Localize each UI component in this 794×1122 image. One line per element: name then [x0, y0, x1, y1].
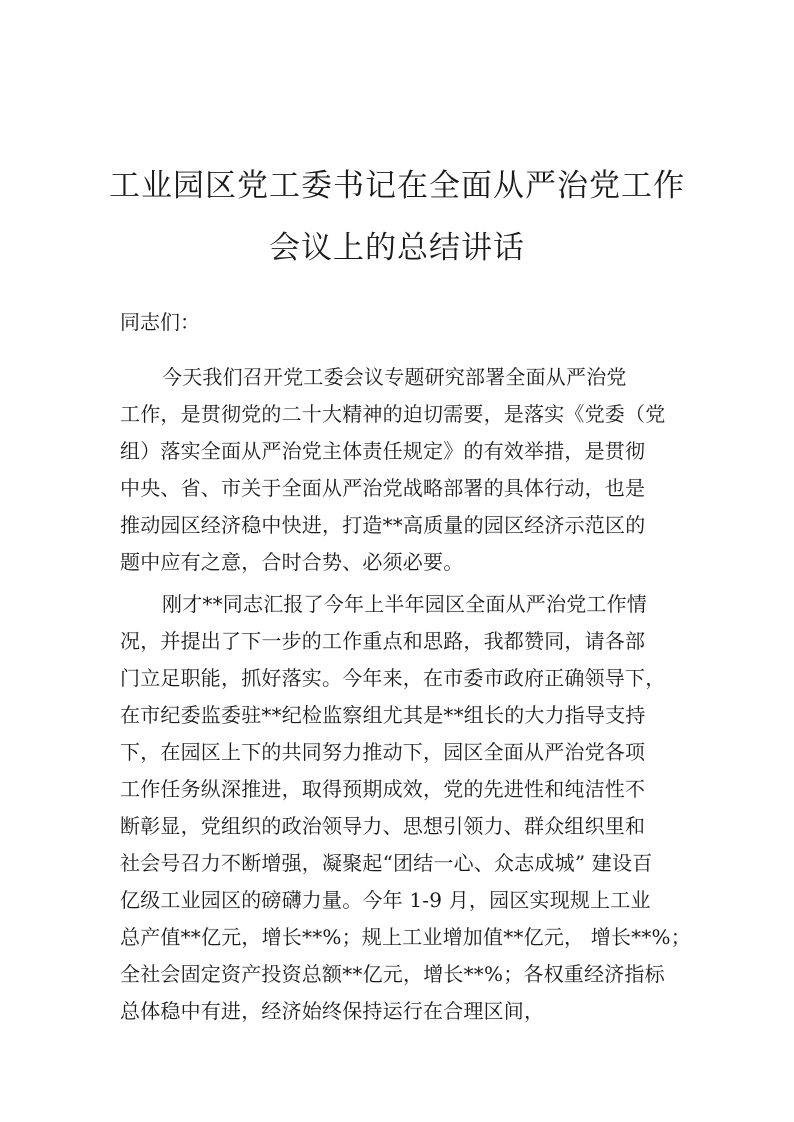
paragraph-2-line: 况，并提出了下一步的工作重点和思路，我都赞同，请各部: [120, 629, 646, 653]
paragraph-2-line: 亿级工业园区的磅礴力量。今年 1-9 月，园区实现规上工业: [120, 888, 651, 912]
paragraph-2-line: 在市纪委监委驻**纪检监察组尤其是**组长的大力指导支持: [120, 703, 646, 727]
paragraph-1-line: 组）落实全面从严治党主体责任规定》的有效举措，是贯彻: [120, 439, 646, 463]
paragraph-1-line: 题中应有之意，合时合势、必须必要。: [120, 550, 464, 574]
paragraph-2-line: 门立足职能，抓好落实。今年来，在市委市政府正确领导下，: [120, 666, 666, 690]
paragraph-1-line: 工作，是贯彻党的二十大精神的迫切需要，是落实《党委（党: [120, 402, 666, 426]
paragraph-2-line: 全社会固定资产投资总额**亿元，增长**%；各权重经济指标: [120, 962, 665, 986]
paragraph-2-line: 下，在园区上下的共同努力推动下，园区全面从严治党各项: [120, 740, 646, 764]
paragraph-2-line: 社会号召力不断增强，凝聚起“团结一心、众志成城” 建设百: [120, 851, 653, 875]
paragraph-1-line: 今天我们召开党工委会议专题研究部署全面从严治党: [162, 365, 627, 389]
paragraph-2-line: 刚才**同志汇报了今年上半年园区全面从严治党工作情: [162, 592, 647, 616]
paragraph-2-line: 总产值**亿元，增长**%；规上工业增加值**亿元， 增长**%；: [120, 925, 691, 949]
paragraph-2-line: 总体稳中有进，经济始终保持运行在合理区间，: [120, 999, 545, 1023]
paragraph-2-line: 工作任务纵深推进，取得预期成效，党的先进性和纯洁性不: [120, 777, 646, 801]
document-title-line-1: 工业园区党工委书记在全面从严治党工作: [109, 168, 685, 204]
salutation: 同志们：: [120, 310, 200, 334]
document-title-line-2: 会议上的总结讲话: [269, 230, 525, 266]
paragraph-1-line: 推动园区经济稳中快进，打造**高质量的园区经济示范区的: [120, 513, 646, 537]
paragraph-2-line: 断彰显，党组织的政治领导力、思想引领力、群众组织里和: [120, 814, 646, 838]
paragraph-1-line: 中央、省、市关于全面从严治党战略部署的具体行动，也是: [120, 476, 646, 500]
